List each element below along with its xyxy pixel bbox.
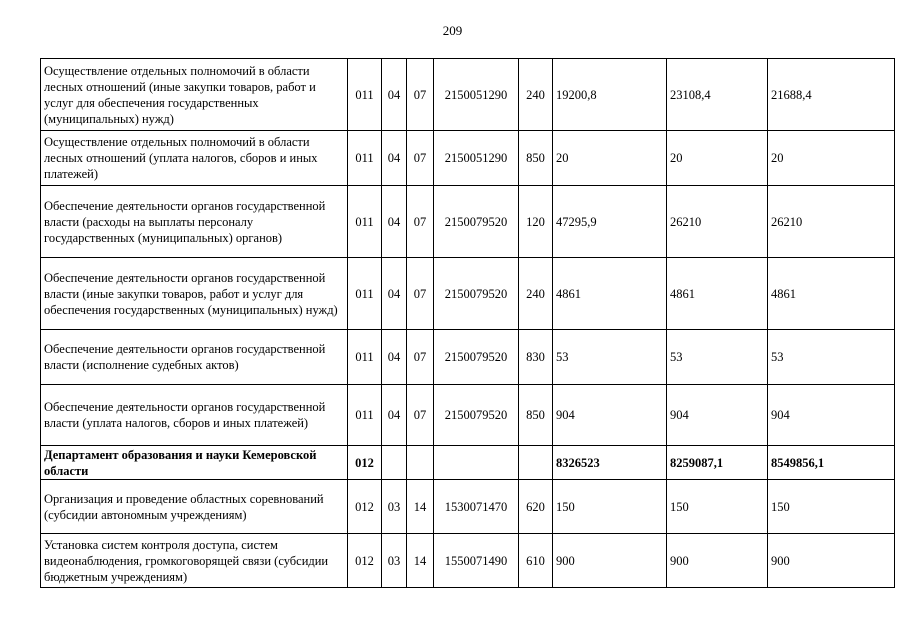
amount-year-1: 20: [553, 131, 667, 186]
expense-type-code: 850: [519, 385, 553, 446]
subsection-code: 07: [407, 186, 434, 258]
table-row: [41, 385, 895, 446]
subsection-code: [407, 446, 434, 480]
table-row: [41, 534, 895, 588]
amount-year-3: 8549856,1: [768, 446, 895, 480]
amount-year-2: 8259087,1: [667, 446, 768, 480]
row-name: Обеспечение деятельности органов государственной власти (расходы на выплаты персоналу государственных (муниципальных) органов): [41, 186, 348, 258]
section-code: 04: [382, 59, 407, 131]
amount-year-2: 23108,4: [667, 59, 768, 131]
amount-year-2: 53: [667, 330, 768, 385]
amount-year-2: 26210: [667, 186, 768, 258]
ministry-code: 011: [348, 258, 382, 330]
amount-year-1: 53: [553, 330, 667, 385]
target-article-code: 2150079520: [434, 258, 519, 330]
amount-year-3: 904: [768, 385, 895, 446]
amount-year-1: 4861: [553, 258, 667, 330]
section-code: 04: [382, 131, 407, 186]
amount-year-1: 8326523: [553, 446, 667, 480]
target-article-code: 2150079520: [434, 186, 519, 258]
page-number: 209: [442, 23, 463, 38]
expense-type-code: 240: [519, 59, 553, 131]
expense-type-code: 850: [519, 131, 553, 186]
target-article-code: 2150079520: [434, 330, 519, 385]
amount-year-1: 19200,8: [553, 59, 667, 131]
amount-year-3: 900: [768, 534, 895, 588]
expense-type-code: 240: [519, 258, 553, 330]
ministry-code: 011: [348, 330, 382, 385]
budget-table: [40, 58, 895, 588]
table-row: [41, 480, 895, 534]
table-body: [41, 59, 895, 588]
table-row: [41, 258, 895, 330]
amount-year-3: 4861: [768, 258, 895, 330]
ministry-code: 012: [348, 534, 382, 588]
ministry-code: 011: [348, 59, 382, 131]
amount-year-1: 150: [553, 480, 667, 534]
section-code: 04: [382, 258, 407, 330]
amount-year-1: 47295,9: [553, 186, 667, 258]
amount-year-2: 4861: [667, 258, 768, 330]
target-article-code: 2150051290: [434, 131, 519, 186]
expense-type-code: [519, 446, 553, 480]
target-article-code: 1530071470: [434, 480, 519, 534]
amount-year-2: 150: [667, 480, 768, 534]
row-name: Осуществление отдельных полномочий в области лесных отношений (уплата налогов, сборов и иных платежей): [41, 131, 348, 186]
ministry-code: 012: [348, 480, 382, 534]
subsection-code: 07: [407, 385, 434, 446]
section-code: 04: [382, 385, 407, 446]
amount-year-2: 904: [667, 385, 768, 446]
ministry-code: 011: [348, 131, 382, 186]
table-row: [41, 330, 895, 385]
ministry-code: 011: [348, 186, 382, 258]
target-article-code: 2150079520: [434, 385, 519, 446]
section-code: 04: [382, 186, 407, 258]
subsection-code: 14: [407, 534, 434, 588]
subsection-code: 07: [407, 59, 434, 131]
row-name: Установка систем контроля доступа, систем видеонаблюдения, громкоговорящей связи (субсидии бюджетным учреждениям): [41, 534, 348, 588]
row-name: Департамент образования и науки Кемеровской области: [41, 446, 348, 480]
section-code: 03: [382, 480, 407, 534]
subsection-code: 07: [407, 330, 434, 385]
amount-year-3: 20: [768, 131, 895, 186]
table-row: [41, 186, 895, 258]
expense-type-code: 120: [519, 186, 553, 258]
amount-year-2: 20: [667, 131, 768, 186]
subsection-code: 07: [407, 131, 434, 186]
amount-year-3: 21688,4: [768, 59, 895, 131]
row-name: Обеспечение деятельности органов государственной власти (иные закупки товаров, работ и услуг для обеспечения государственных (муниципальных) нужд): [41, 258, 348, 330]
section-code: 04: [382, 330, 407, 385]
ministry-code: 012: [348, 446, 382, 480]
amount-year-3: 26210: [768, 186, 895, 258]
expense-type-code: 830: [519, 330, 553, 385]
subsection-code: 14: [407, 480, 434, 534]
row-name: Организация и проведение областных соревнований (субсидии автономным учреждениям): [41, 480, 348, 534]
amount-year-2: 900: [667, 534, 768, 588]
table-row: [41, 59, 895, 131]
expense-type-code: 620: [519, 480, 553, 534]
row-name: Осуществление отдельных полномочий в области лесных отношений (иные закупки товаров, работ и услуг для обеспечения государственных (муниципальных) нужд): [41, 59, 348, 131]
table-row: [41, 446, 895, 480]
table-row: [41, 131, 895, 186]
row-name: Обеспечение деятельности органов государственной власти (уплата налогов, сборов и иных платежей): [41, 385, 348, 446]
ministry-code: 011: [348, 385, 382, 446]
section-code: [382, 446, 407, 480]
amount-year-3: 53: [768, 330, 895, 385]
target-article-code: [434, 446, 519, 480]
target-article-code: 1550071490: [434, 534, 519, 588]
amount-year-1: 900: [553, 534, 667, 588]
row-name: Обеспечение деятельности органов государственной власти (исполнение судебных актов): [41, 330, 348, 385]
amount-year-1: 904: [553, 385, 667, 446]
expense-type-code: 610: [519, 534, 553, 588]
subsection-code: 07: [407, 258, 434, 330]
section-code: 03: [382, 534, 407, 588]
target-article-code: 2150051290: [434, 59, 519, 131]
amount-year-3: 150: [768, 480, 895, 534]
